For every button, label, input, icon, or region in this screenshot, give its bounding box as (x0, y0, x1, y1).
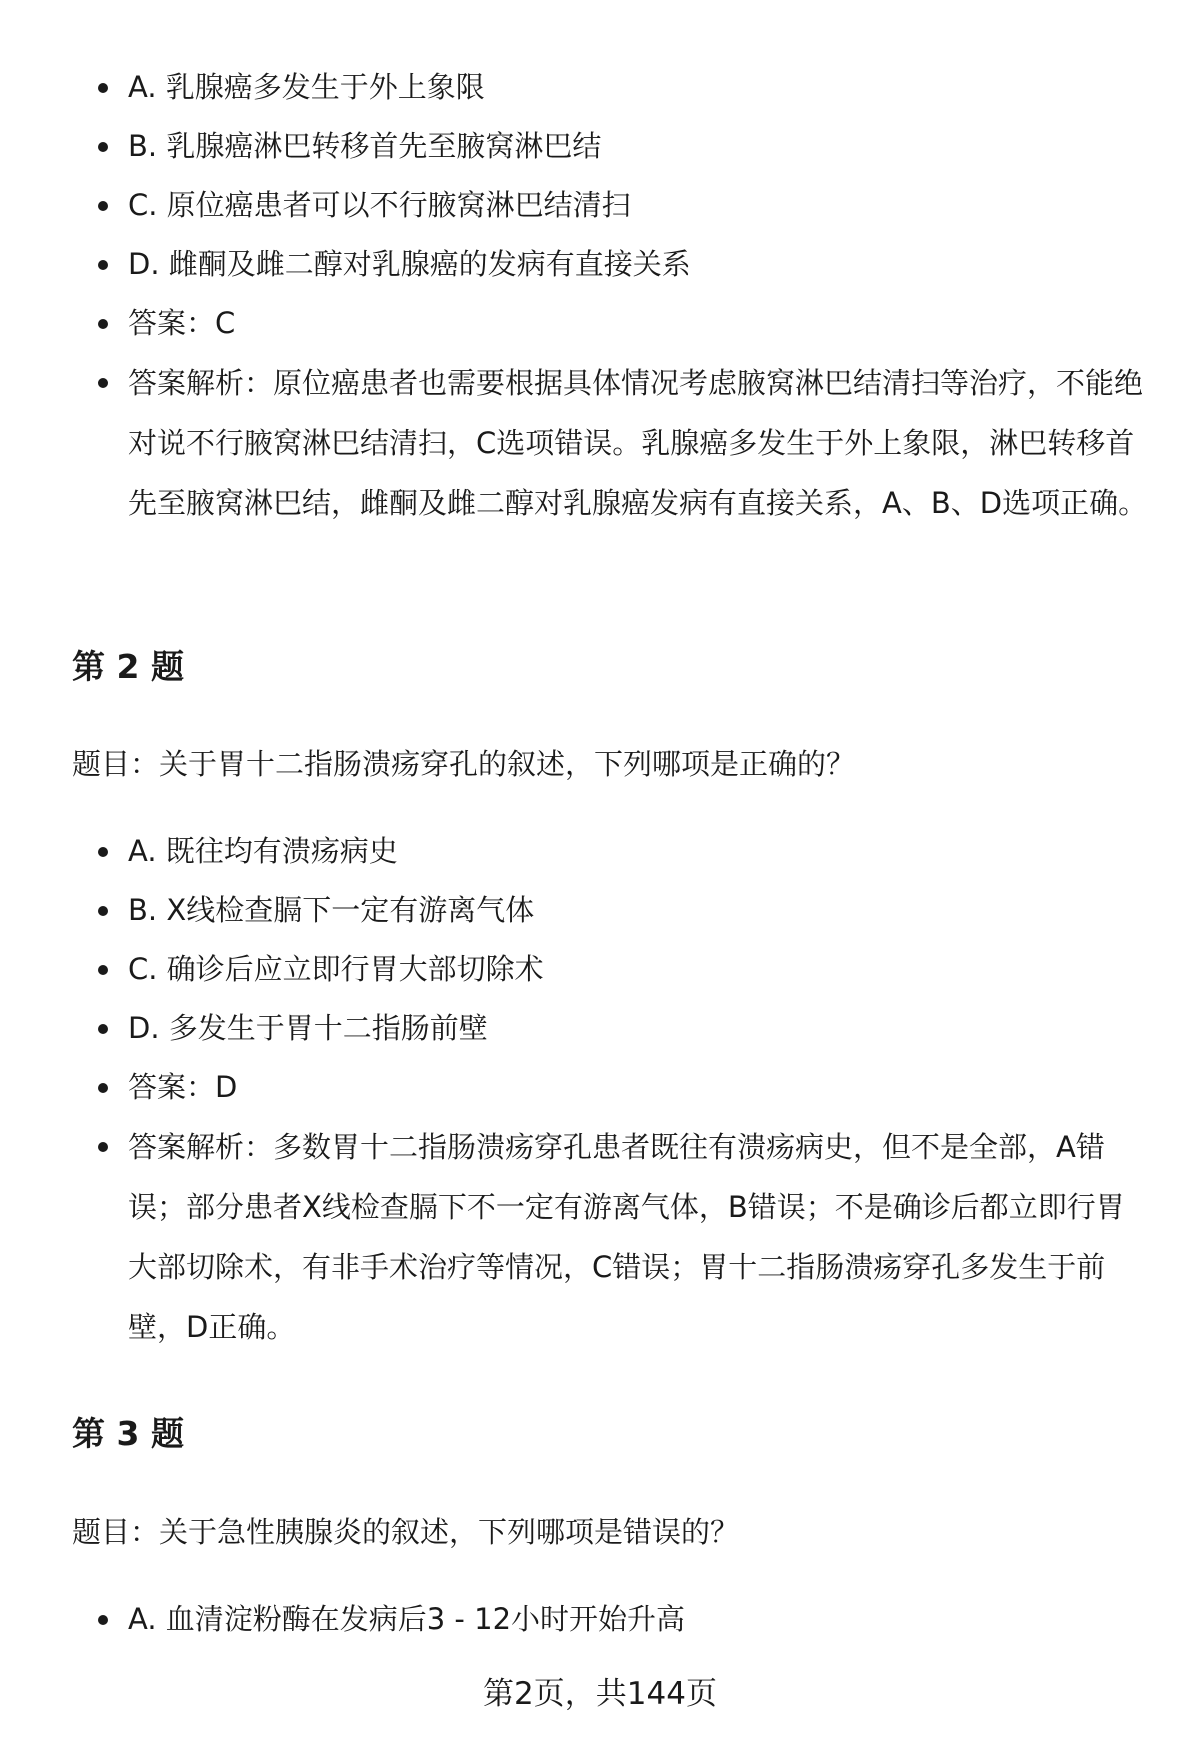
q1-option-c: C. 原位癌患者可以不行腋窝淋巴结清扫 (0, 176, 1200, 235)
q2-option-a: A. 既往均有溃疡病史 (0, 822, 1200, 881)
q3-question: 题目：关于急性胰腺炎的叙述，下列哪项是错误的？ (72, 1515, 740, 1549)
q1-option-a: A. 乳腺癌多发生于外上象限 (0, 58, 1200, 117)
q2-option-b: B. X线检查膈下一定有游离气体 (0, 881, 1200, 940)
q1-explanation: 答案解析：原位癌患者也需要根据具体情况考虑腋窝淋巴结清扫等治疗，不能绝对说不行腋窝淋巴结清扫，C选项错误。乳腺癌多发生于外上象限，淋巴转移首先至腋窝淋巴结，雌酮及雌二醇对乳腺癌发病有直接关系，A、B、D选项正确。 (0, 353, 1200, 533)
q1-option-b: B. 乳腺癌淋巴转移首先至腋窝淋巴结 (0, 117, 1200, 176)
q2-heading: 第 2 题 (72, 647, 184, 686)
q2-answer: 答案：D (0, 1058, 1200, 1117)
q2-options-list (0, 822, 1200, 1357)
q1-answer: 答案：C (0, 294, 1200, 353)
q2-option-c: C. 确诊后应立即行胃大部切除术 (0, 940, 1200, 999)
q1-options-list (0, 58, 1200, 533)
q1-option-d: D. 雌酮及雌二醇对乳腺癌的发病有直接关系 (0, 235, 1200, 294)
q3-options-list (0, 1590, 1200, 1649)
q2-explanation: 答案解析：多数胃十二指肠溃疡穿孔患者既往有溃疡病史，但不是全部，A错误；部分患者X线检查膈下不一定有游离气体，B错误；不是确诊后都立即行胃大部切除术，有非手术治疗等情况，C错误；胃十二指肠溃疡穿孔多发生于前壁，D正确。 (0, 1117, 1200, 1357)
q3-heading: 第 3 题 (72, 1414, 184, 1453)
q2-question: 题目：关于胃十二指肠溃疡穿孔的叙述，下列哪项是正确的？ (72, 747, 856, 781)
q3-option-a: A. 血清淀粉酶在发病后3 - 12小时开始升高 (0, 1590, 1200, 1649)
q2-option-d: D. 多发生于胃十二指肠前壁 (0, 999, 1200, 1058)
page-number-footer: 第2页，共144页 (483, 1676, 717, 1712)
